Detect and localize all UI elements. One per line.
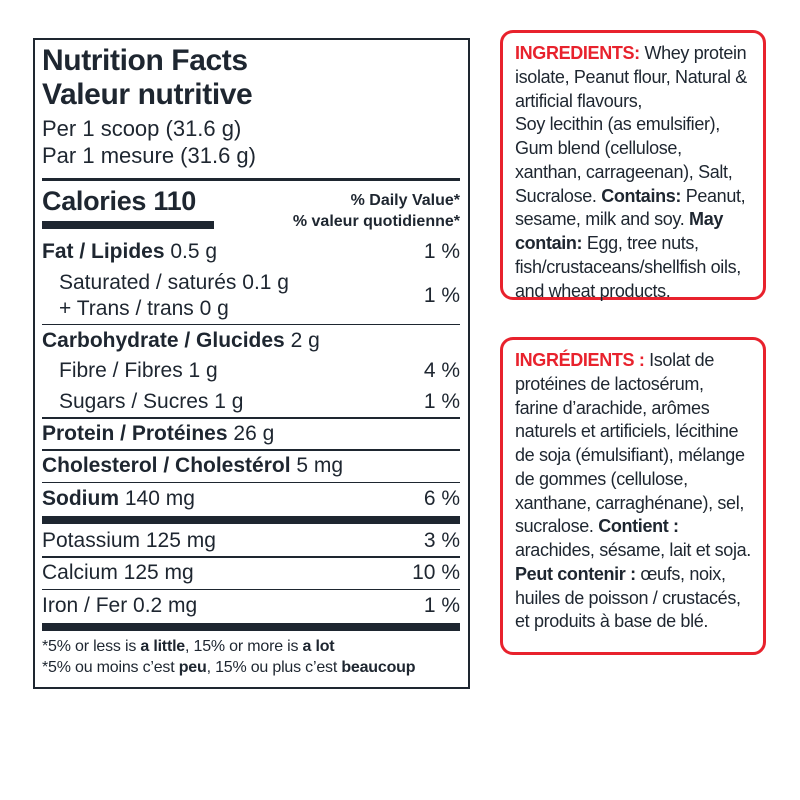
daily-value-percent: 1 % bbox=[423, 390, 460, 414]
text-segment: arachides, sésame, lait et soja. bbox=[515, 540, 751, 560]
nutrient-rows bbox=[42, 237, 460, 621]
text-segment: beaucoup bbox=[341, 659, 416, 677]
daily-value-header-french: % valeur quotidienne* bbox=[292, 213, 460, 231]
nutrient-name bbox=[42, 239, 217, 265]
daily-value-percent: 1 % bbox=[423, 240, 460, 264]
text-segment: Contains: bbox=[601, 185, 686, 206]
text-segment: 2 g bbox=[290, 328, 320, 352]
daily-value-percent: 1 % bbox=[423, 593, 460, 617]
text-segment: Whey protein isolate, Peanut flour, Natural & artificial flavours, bbox=[515, 43, 747, 111]
text-segment: Sodium bbox=[42, 486, 125, 510]
text-segment: Isolat de protéines de lactosérum, farine d’arachide, arômes naturels et artificiels, lécithine de soja (émulsifiant), mélange de gommes (cellulose, xanthane, carraghénane), sel, sucralose. bbox=[515, 350, 745, 537]
text-segment: Contient : bbox=[598, 516, 679, 537]
text-segment: Peanut, sesame, milk and soy. bbox=[515, 185, 746, 230]
daily-value-percent: 3 % bbox=[423, 529, 460, 553]
text-segment: Peut contenir : bbox=[515, 563, 641, 584]
nutrient-name bbox=[42, 358, 218, 384]
text-segment: Soy lecithin (as emulsifier), Gum blend (cellulose, xanthan, carrageenan), Salt, Sucralose. bbox=[515, 114, 733, 206]
ingredients-heading: INGREDIENTS: bbox=[515, 43, 645, 63]
calories-block bbox=[42, 186, 214, 229]
text-segment: Cholesterol / Cholestérol bbox=[42, 454, 297, 478]
text-segment: Calcium 125 mg bbox=[42, 561, 194, 585]
nutrient-name bbox=[42, 270, 289, 321]
text-segment: œufs, noix, huiles de poisson / crustacés, et produits à base de blé. bbox=[515, 563, 741, 632]
calories-value: Calories 110 bbox=[42, 186, 197, 217]
text-segment: Sugars / Sucres 1 g bbox=[59, 390, 244, 414]
thick-bar bbox=[42, 516, 460, 524]
serving-size-french: Par 1 mesure (31.6 g) bbox=[42, 143, 256, 169]
daily-value-percent: 6 % bbox=[423, 486, 460, 510]
daily-value-percent: 10 % bbox=[412, 561, 460, 585]
daily-value-header-english: % Daily Value* bbox=[350, 192, 460, 210]
nutrient-row bbox=[42, 451, 460, 482]
text-segment: , 15% ou plus c’est bbox=[206, 659, 342, 677]
daily-value-percent: 1 % bbox=[423, 283, 460, 307]
ingredients-box-english bbox=[500, 30, 766, 300]
text-segment: a lot bbox=[302, 637, 335, 655]
text-segment: *5% ou moins c’est bbox=[42, 659, 179, 677]
text-segment: Fibre / Fibres 1 g bbox=[59, 359, 218, 383]
nutrient-row bbox=[42, 356, 460, 387]
nutrient-name bbox=[42, 421, 274, 447]
nutrition-facts-panel bbox=[33, 38, 470, 689]
calories-underline-bar bbox=[42, 221, 214, 229]
text-segment: 0.5 g bbox=[170, 240, 218, 264]
serving-info bbox=[42, 115, 460, 169]
nutrient-row bbox=[42, 237, 460, 268]
text-segment: Carbohydrate / Glucides bbox=[42, 328, 291, 352]
nutrient-name bbox=[42, 593, 197, 619]
text-segment: 140 mg bbox=[124, 486, 195, 510]
ingredients-text-english bbox=[515, 42, 751, 303]
nutrient-row bbox=[42, 483, 460, 514]
text-segment: , 15% or more is bbox=[185, 637, 303, 655]
title-english: Nutrition Facts bbox=[42, 44, 248, 77]
nutrient-row bbox=[42, 526, 460, 557]
nutrient-row bbox=[42, 387, 460, 418]
nutrient-name bbox=[42, 389, 243, 415]
nutrient-row bbox=[42, 325, 460, 356]
text-segment: Egg, tree nuts, fish/crustaceans/shellfish oils, and wheat products. bbox=[515, 233, 741, 301]
text-segment: Protein / Protéines bbox=[42, 422, 234, 446]
ingredients-heading: INGRÉDIENTS : bbox=[515, 350, 650, 370]
text-segment: peu bbox=[178, 659, 207, 677]
footnote-french bbox=[42, 657, 460, 678]
text-segment: Saturated / saturés 0.1 g bbox=[59, 270, 289, 294]
nutrient-row bbox=[42, 590, 460, 621]
nutrient-name bbox=[42, 486, 195, 512]
text-segment: Potassium 125 mg bbox=[42, 529, 216, 553]
thick-bar-bottom bbox=[42, 623, 460, 631]
footnotes bbox=[42, 636, 460, 679]
text-segment: a little bbox=[140, 637, 186, 655]
text-segment: Fat / Lipides bbox=[42, 240, 171, 264]
calories-row bbox=[42, 186, 460, 237]
nutrient-name bbox=[42, 560, 194, 586]
nutrient-subline bbox=[59, 296, 289, 322]
text-segment: *5% or less is bbox=[42, 637, 141, 655]
title-french: Valeur nutritive bbox=[42, 77, 253, 111]
nutrient-name bbox=[42, 528, 216, 554]
ingredients-box-french bbox=[500, 337, 766, 655]
nutrient-name bbox=[42, 328, 320, 354]
serving-size-english: Per 1 scoop (31.6 g) bbox=[42, 116, 242, 142]
ingredients-text-french bbox=[515, 349, 751, 634]
nutrient-row bbox=[42, 558, 460, 589]
text-segment: + Trans / trans 0 g bbox=[59, 296, 229, 320]
text-segment: May contain: bbox=[515, 209, 724, 253]
footnote-english bbox=[42, 636, 460, 657]
separator-rule bbox=[42, 178, 460, 181]
text-segment: 5 mg bbox=[296, 454, 344, 478]
daily-value-percent: 4 % bbox=[423, 359, 460, 383]
nutrient-name bbox=[42, 453, 343, 479]
nutrient-subline bbox=[59, 270, 289, 296]
text-segment: 26 g bbox=[233, 422, 275, 446]
nutrient-row bbox=[42, 419, 460, 450]
text-segment: Iron / Fer 0.2 mg bbox=[42, 593, 198, 617]
daily-value-header bbox=[293, 186, 460, 233]
nutrient-row bbox=[42, 267, 460, 323]
